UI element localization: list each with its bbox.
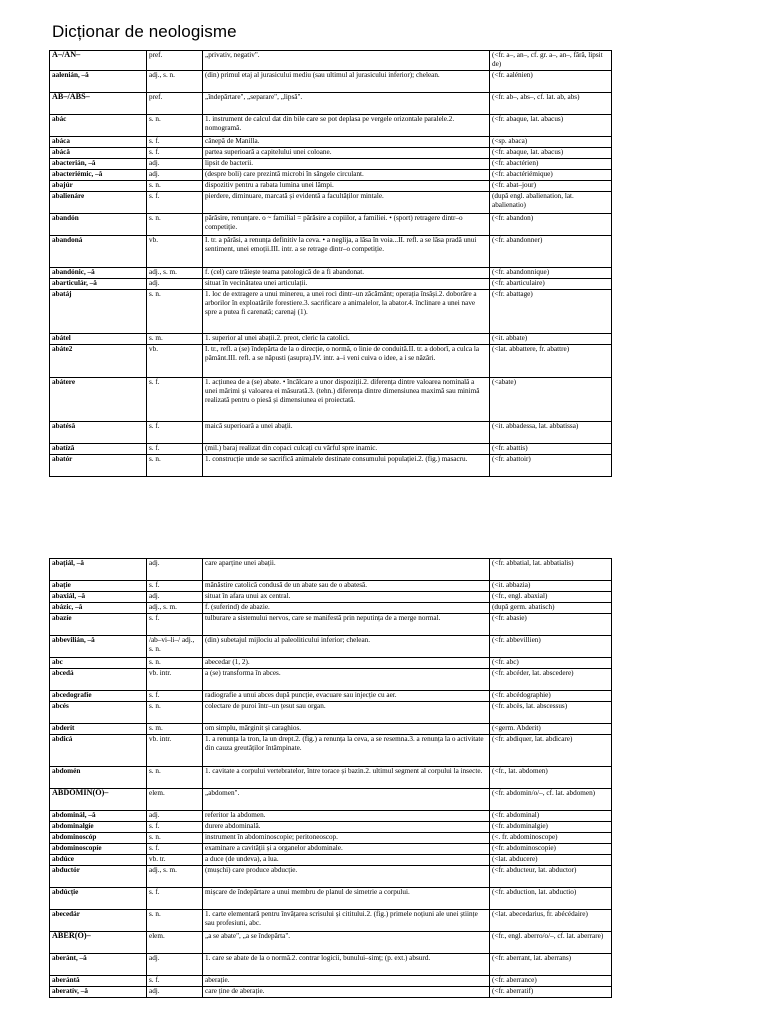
etymology-cell: (după germ. abatisch) [490,603,612,614]
definition-cell: 1. care se abate de la o normă.2. contrar logicii, bunului–simț; (p. ext.) absurd. [203,954,490,976]
headword-cell: abatíză [50,444,147,455]
part-of-speech-cell: elem. [147,932,203,954]
headword-cell: abcés [50,702,147,724]
definition-cell: „abdomen". [203,789,490,811]
headword-cell: aberánt, –ă [50,954,147,976]
table-row [50,954,612,976]
table-row [50,115,612,137]
definition-cell: care aparține unei abații. [203,559,490,581]
headword-cell: ABER(O)– [50,932,147,954]
definition-cell: 1. acțiunea de a (se) abate. • încălcare a unor dispoziții.2. diferența dintre valoarea nominală a unei mărimi și valoarea ei măsurată.3. (tehn.) diferența dintre dimensiunea maximă sau minimă realizată pentru o piesă și dimensiunea ei proiectată. [203,378,490,422]
part-of-speech-cell: vb. [147,236,203,268]
part-of-speech-cell: adj., s. m. [147,866,203,888]
table-row [50,833,612,844]
part-of-speech-cell: s. f. [147,192,203,214]
page-title: Dicționar de neologisme [52,22,237,41]
etymology-cell: (<fr. abattoir) [490,455,612,477]
headword-cell: abandoná [50,236,147,268]
etymology-cell: (<fr. abbevillien) [490,636,612,658]
table-row [50,658,612,669]
etymology-cell: (<fr. a–, an–, cf. gr. a–, an–, fără, lipsit de) [490,51,612,71]
table-row [50,581,612,592]
etymology-cell: (<fr. abasie) [490,614,612,636]
headword-cell: aberatív, –ă [50,987,147,998]
table-row [50,334,612,345]
table-row [50,181,612,192]
part-of-speech-cell: /ab–vi–li–/ adj., s. n. [147,636,203,658]
etymology-cell: (<lat. abbattere, fr. abattre) [490,345,612,378]
headword-cell: abdominoscopíe [50,844,147,855]
table-row [50,636,612,658]
table-row [50,51,612,71]
etymology-cell: (<fr. abandonner) [490,236,612,268]
definition-cell: lipsit de bacterii. [203,159,490,170]
part-of-speech-cell: vb. intr. [147,735,203,767]
part-of-speech-cell: s. m. [147,334,203,345]
definition-cell: radiografie a unui abces după puncție, evacuare sau injecție cu aer. [203,691,490,702]
headword-cell: abcedá [50,669,147,691]
table-row [50,214,612,236]
part-of-speech-cell: s. f. [147,888,203,910]
definition-cell: pierdere, diminuare, marcată și evidentă a facultăților mintale. [203,192,490,214]
definition-cell: care ține de aberație. [203,987,490,998]
headword-cell: abarticulár, –ă [50,279,147,290]
etymology-cell: (după engl. abalienation, lat. abalienatio) [490,192,612,214]
table-row [50,279,612,290]
definition-cell: 1. carte elementară pentru învățarea scrisului și cititului.2. (fig.) primele noțiuni ale unei științe sau profesiuni, abc. [203,910,490,932]
table-row [50,71,612,93]
headword-cell: abdomén [50,767,147,789]
etymology-cell: (<fr. abc) [490,658,612,669]
table-row [50,148,612,159]
part-of-speech-cell: s. m. [147,724,203,735]
headword-cell: abandónic, –ă [50,268,147,279]
headword-cell: abdominoscóp [50,833,147,844]
part-of-speech-cell: s. n. [147,290,203,334]
part-of-speech-cell: s. n. [147,455,203,477]
table-row [50,159,612,170]
table-row [50,236,612,268]
headword-cell: abațiál, –ă [50,559,147,581]
headword-cell: abatór [50,455,147,477]
part-of-speech-cell: adj. [147,559,203,581]
headword-cell: abație [50,581,147,592]
headword-cell: abác [50,115,147,137]
part-of-speech-cell: adj., s. m. [147,268,203,279]
definition-cell: 1. cavitate a corpului vertebratelor, între torace și bazin.2. ultimul segment al corpului la insecte. [203,767,490,789]
part-of-speech-cell: vb. [147,345,203,378]
headword-cell: abajúr [50,181,147,192]
etymology-cell: (<fr. abduction, lat. abductio) [490,888,612,910]
part-of-speech-cell: adj. [147,811,203,822]
definition-cell: tulburare a sistemului nervos, care se manifestă prin neputința de a merge normal. [203,614,490,636]
definition-cell: maică superioară a unei abații. [203,422,490,444]
definition-cell: dispozitiv pentru a rabata lumina unei lămpi. [203,181,490,192]
headword-cell: ABDOMIN(O)– [50,789,147,811]
table-row [50,603,612,614]
table-row [50,855,612,866]
part-of-speech-cell: s. n. [147,214,203,236]
definition-cell: instrument în abdominoscopie; peritoneoscop. [203,833,490,844]
table-row [50,976,612,987]
table-row [50,789,612,811]
etymology-cell: (<germ. Abderit) [490,724,612,735]
headword-cell: A–/AN– [50,51,147,71]
table-row [50,93,612,115]
etymology-cell: (<fr. abdominal) [490,811,612,822]
dictionary-table-1 [49,50,612,477]
table-row [50,290,612,334]
part-of-speech-cell: s. f. [147,822,203,833]
definition-cell: mișcare de îndepărtare a unui membru de planul de simetrie a corpului. [203,888,490,910]
headword-cell: abecedár [50,910,147,932]
definition-cell: colectare de puroi într–un țesut sau organ. [203,702,490,724]
part-of-speech-cell: adj. [147,592,203,603]
part-of-speech-cell: s. f. [147,691,203,702]
etymology-cell: (<fr., lat. abdomen) [490,767,612,789]
etymology-cell: (<. fr. abdominoscope) [490,833,612,844]
etymology-cell: (<fr. abdominoscopie) [490,844,612,855]
part-of-speech-cell: vb. intr. [147,669,203,691]
table-row [50,724,612,735]
headword-cell: abatáj [50,290,147,334]
table-row [50,455,612,477]
definition-cell: durere abdominală. [203,822,490,833]
etymology-cell: (<fr. aberratif) [490,987,612,998]
definition-cell: (mil.) baraj realizat din copaci culcați cu vârful spre inamic. [203,444,490,455]
etymology-cell: (<fr. abdominalgie) [490,822,612,833]
etymology-cell: (<fr. abdomin/o/–, cf. lat. abdomen) [490,789,612,811]
etymology-cell: (<sp. abaca) [490,137,612,148]
part-of-speech-cell: adj. [147,954,203,976]
etymology-cell: (<fr. abaque, lat. abacus) [490,148,612,159]
definition-cell: (din) subetajul mijlociu al paleoliticului inferior; chelean. [203,636,490,658]
definition-cell: mănăstire catolică condusă de un abate sau de o abatesă. [203,581,490,592]
part-of-speech-cell: s. f. [147,137,203,148]
etymology-cell: (<it. abbazia) [490,581,612,592]
table-row [50,170,612,181]
part-of-speech-cell: s. n. [147,910,203,932]
table-row [50,559,612,581]
part-of-speech-cell: s. n. [147,181,203,192]
headword-cell: abázic, –ă [50,603,147,614]
etymology-cell: (<fr. abcédographie) [490,691,612,702]
definition-cell: referitor la abdomen. [203,811,490,822]
etymology-cell: (<fr. abactériémique) [490,170,612,181]
definition-cell: f. (suferind) de abazie. [203,603,490,614]
definition-cell: (din) primul etaj al jurasicului mediu (sau ultimul al jurasicului inferior); chelean. [203,71,490,93]
part-of-speech-cell: elem. [147,789,203,811]
headword-cell: abalienáre [50,192,147,214]
definition-cell: (despre boli) care prezintă microbi în sângele circulant. [203,170,490,181]
definition-cell: I. tr., refl. a (se) îndepărta de la o direcție, o normă, o linie de conduită.II. tr. a doborî, a culca la pământ.III. refl. a se năpusti (asupra).IV. intr. a–i veni cuiva o idee, a i se năzări. [203,345,490,378]
definition-cell: f. (cel) care trăiește teama patologică de a fi abandonat. [203,268,490,279]
part-of-speech-cell: s. f. [147,844,203,855]
etymology-cell: (<lat. abecedarius, fr. abécédaire) [490,910,612,932]
part-of-speech-cell: s. n. [147,767,203,789]
table-row [50,378,612,422]
etymology-cell: (<fr. aberrance) [490,976,612,987]
etymology-cell: (<lat. abducere) [490,855,612,866]
headword-cell: abáte2 [50,345,147,378]
etymology-cell: (<fr. abat–jour) [490,181,612,192]
table-row [50,822,612,833]
headword-cell: abátel [50,334,147,345]
definition-cell: cânepă de Manilla. [203,137,490,148]
headword-cell: abáca [50,137,147,148]
definition-cell: 1. instrument de calcul dat din bile care se pot deplasa pe vergele orizontale paralele.2. nomogramă. [203,115,490,137]
table-row [50,614,612,636]
part-of-speech-cell: s. n. [147,833,203,844]
headword-cell: abátere [50,378,147,422]
definition-cell: părăsire, renunțare. o ~ familial = părăsire a copiilor, a familiei. • (sport) retragere dintr–o competiție. [203,214,490,236]
part-of-speech-cell: s. f. [147,976,203,987]
part-of-speech-cell: vb. tr. [147,855,203,866]
headword-cell: abacterián, –ă [50,159,147,170]
definition-cell: situat în afara unui ax central. [203,592,490,603]
table-row [50,592,612,603]
table-row [50,444,612,455]
definition-cell: 1. construcție unde se sacrifică animalele destinate consumului populației.2. (fig.) masacru. [203,455,490,477]
headword-cell: aalenián, –ă [50,71,147,93]
definition-cell: aberație. [203,976,490,987]
headword-cell: aberántă [50,976,147,987]
table-row [50,910,612,932]
part-of-speech-cell: adj. [147,279,203,290]
etymology-cell: (<fr., engl. abaxial) [490,592,612,603]
table-row [50,767,612,789]
part-of-speech-cell: s. n. [147,702,203,724]
part-of-speech-cell: s. n. [147,658,203,669]
etymology-cell: (<fr. abandon) [490,214,612,236]
table-row [50,866,612,888]
table-row [50,735,612,767]
table-row [50,811,612,822]
etymology-cell: (<fr. abarticulaire) [490,279,612,290]
part-of-speech-cell: pref. [147,51,203,71]
definition-cell: „îndepărtare", „separare", „lipsă". [203,93,490,115]
definition-cell: 1. a renunța la tron, la un drept.2. (fig.) a renunța la ceva, a se resemna.3. a renunța la o activitate din cauza greutăților întâmpinate. [203,735,490,767]
table-row [50,691,612,702]
headword-cell: abbevilián, –ă [50,636,147,658]
headword-cell: abdúce [50,855,147,866]
etymology-cell: (<fr. abcès, lat. abscessus) [490,702,612,724]
etymology-cell: (<fr. aalénien) [490,71,612,93]
etymology-cell: (<fr. abattage) [490,290,612,334]
definition-cell: (mușchi) care produce abducție. [203,866,490,888]
table-row [50,888,612,910]
definition-cell: 1. loc de extragere a unui minereu, a unei roci dintr–un zăcământ; operația însăși.2. doborâre a arborilor în exploatările forestiere.3. sacrificare a animalelor, la abator.4. înclinare a unei nave spre a putea fi carenată; carenaj (1). [203,290,490,334]
part-of-speech-cell: s. f. [147,422,203,444]
etymology-cell: (<fr., engl. aberro/o/–, cf. lat. aberrare) [490,932,612,954]
headword-cell: abacteriémic, –ă [50,170,147,181]
part-of-speech-cell: adj., s. n. [147,71,203,93]
headword-cell: abdominál, –ă [50,811,147,822]
headword-cell: abderít [50,724,147,735]
table-row [50,987,612,998]
headword-cell: abdominalgíe [50,822,147,833]
table-row [50,268,612,279]
definition-cell: om simplu, mărginit și caraghios. [203,724,490,735]
etymology-cell: (<fr. ab–, abs–, cf. lat. ab, abs) [490,93,612,115]
part-of-speech-cell: s. f. [147,614,203,636]
headword-cell: abdúcție [50,888,147,910]
definition-cell: abecedar (1, 2). [203,658,490,669]
headword-cell: abatésă [50,422,147,444]
part-of-speech-cell: s. f. [147,378,203,422]
headword-cell: abácă [50,148,147,159]
table-row [50,702,612,724]
etymology-cell: (<abate) [490,378,612,422]
table-row [50,345,612,378]
dictionary-table-2 [49,558,612,998]
part-of-speech-cell: pref. [147,93,203,115]
headword-cell: abcedografíe [50,691,147,702]
etymology-cell: (<fr. abducteur, lat. abductor) [490,866,612,888]
etymology-cell: (<fr. abattis) [490,444,612,455]
headword-cell: abductór [50,866,147,888]
definition-cell: a duce (de undeva), a lua. [203,855,490,866]
definition-cell: „a se abate", „a se îndepărta". [203,932,490,954]
part-of-speech-cell: adj., s. m. [147,603,203,614]
etymology-cell: (<fr. abbatial, lat. abbatialis) [490,559,612,581]
part-of-speech-cell: adj. [147,170,203,181]
definition-cell: „privativ, negativ". [203,51,490,71]
table-row [50,137,612,148]
table-row [50,932,612,954]
headword-cell: abaxiál, –ă [50,592,147,603]
headword-cell: AB–/ABS– [50,93,147,115]
headword-cell: abdicá [50,735,147,767]
table-row [50,669,612,691]
table-row [50,844,612,855]
definition-cell: 1. superior al unei abații.2. preot, cleric la catolici. [203,334,490,345]
part-of-speech-cell: s. f. [147,148,203,159]
table-row [50,422,612,444]
headword-cell: abc [50,658,147,669]
etymology-cell: (<fr. aberrant, lat. aberrans) [490,954,612,976]
definition-cell: examinare a cavității și a organelor abdominale. [203,844,490,855]
etymology-cell: (<it. abbate) [490,334,612,345]
definition-cell: situat în vecinătatea unei articulații. [203,279,490,290]
part-of-speech-cell: adj. [147,987,203,998]
part-of-speech-cell: s. f. [147,444,203,455]
definition-cell: partea superioară a capitelului unei coloane. [203,148,490,159]
etymology-cell: (<fr. abaque, lat. abacus) [490,115,612,137]
part-of-speech-cell: s. f. [147,581,203,592]
headword-cell: abandón [50,214,147,236]
etymology-cell: (<fr. abandonnique) [490,268,612,279]
part-of-speech-cell: adj. [147,159,203,170]
definition-cell: a (se) transforma în abces. [203,669,490,691]
table-row [50,192,612,214]
definition-cell: I. tr. a părăsi, a renunța definitiv la ceva. • a neglija, a lăsa în voia...II. refl. a se lăsa pradă unui sentiment, unei emoții.III. intr. a se retrage dintr–o competiție. [203,236,490,268]
etymology-cell: (<fr. abcéder, lat. abscedere) [490,669,612,691]
etymology-cell: (<fr. abactérien) [490,159,612,170]
part-of-speech-cell: s. n. [147,115,203,137]
headword-cell: abazíe [50,614,147,636]
etymology-cell: (<fr. abdiquer, lat. abdicare) [490,735,612,767]
etymology-cell: (<it. abbadessa, lat. abbatissa) [490,422,612,444]
